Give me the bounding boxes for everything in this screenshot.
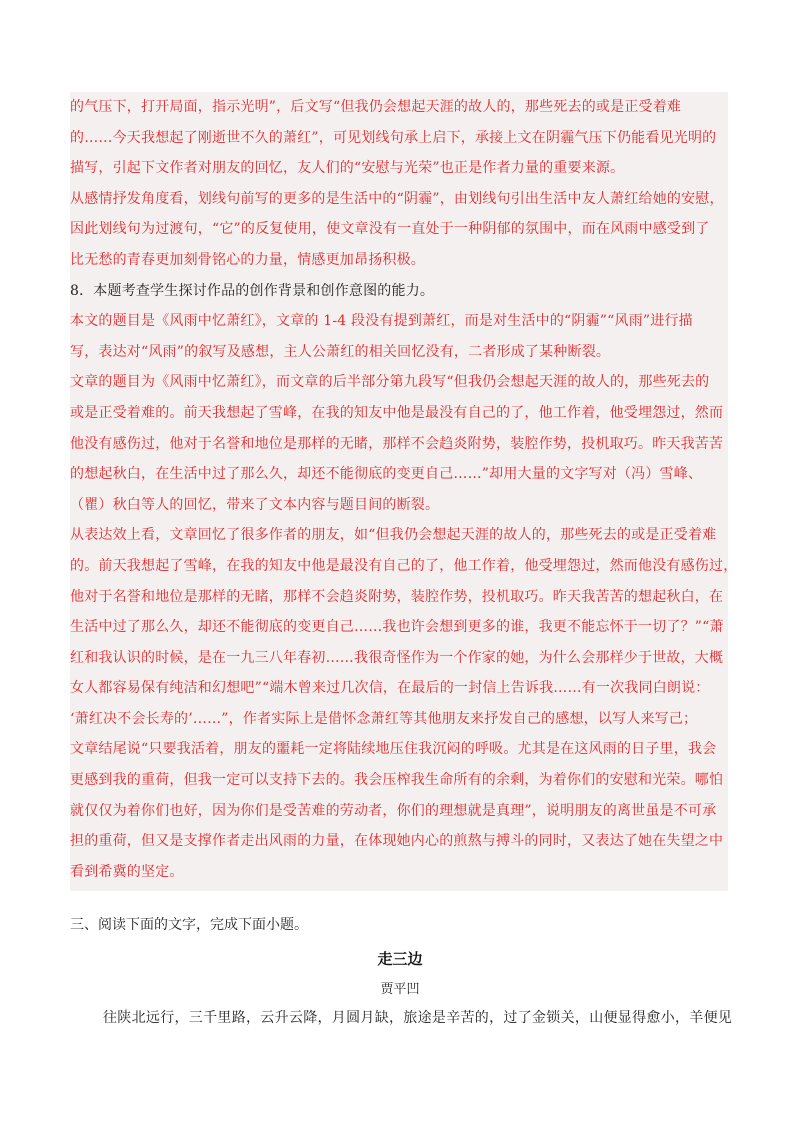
answer-line: 红和我认识的时候，是在一九三八年春初……我很奇怪作为一个作家的她，为什么会那样少于世故，大概 xyxy=(70,649,724,666)
answer-line: 从表达效上看，文章回忆了很多作者的朋友，如“但我仍会想起天涯的故人的，那些死去的或是正受着难 xyxy=(70,527,717,544)
article-paragraph: 往陕北远行，三千里路，云升云降，月圆月缺，旅途是辛苦的，过了金锁关，山便显得愈小，羊便见 xyxy=(103,1010,733,1026)
answer-line: 文章结尾说“只要我活着，朋友的噩耗一定将陆续地压住我沉闷的呼吸。尤其是在这风雨的日子里，我会 xyxy=(70,741,717,758)
answer-line: ‘萧红决不会长寿的’……”，作者实际上是借怀念萧红等其他朋友来抒发自己的感想，以写人来写己； xyxy=(70,710,698,727)
answer-line: 描写，引起下文作者对朋友的回忆，友人们的“安慰与光荣”也正是作者力量的重要来源。 xyxy=(70,160,625,177)
answer-line: 生活中过了那么久，却还不能彻底的变更自己……我也许会想到更多的谁，我更不能忘怀于一切了？”“萧 xyxy=(70,619,724,636)
answer-line: 看到希冀的坚定。 xyxy=(70,863,184,880)
answer-line: 比无愁的青春更加刻骨铭心的力量，情感更加昂扬积极。 xyxy=(70,251,425,268)
answer-line: 8．本题考查学生探讨作品的创作背景和创作意图的能力。 xyxy=(70,282,435,299)
answer-line: 担的重荷，但又是支撑作者走出风雨的力量，在体现她内心的煎熬与搏斗的同时，又表达了她在失望之中 xyxy=(70,833,724,850)
answer-line: 他没有感伤过，他对于名誉和地位是那样的无睹，那样不会趋炎附势，装腔作势，投机取巧。昨天我苦苦 xyxy=(70,435,724,452)
section-heading: 三、阅读下面的文字，完成下面小题。 xyxy=(70,917,308,933)
answer-line: 本文的题目是《风雨中忆萧红》，文章的 1-4 段没有提到萧红，而是对生活中的“阴霾”“风雨”进行描 xyxy=(70,313,693,330)
answer-explanation-block xyxy=(70,92,738,891)
answer-line: 从感情抒发角度看，划线句前写的更多的是生活中的“阴霾”，由划线句引出生活中友人萧红给她的安慰， xyxy=(70,190,724,207)
answer-line: 或是正受着难的。前天我想起了雪峰，在我的知友中他是最没有自己的了，他工作着，他受埋怨过，然而 xyxy=(70,404,724,421)
answer-line: 的……今天我想起了刚逝世不久的萧红”，可见划线句承上启下，承接上文在阴霾气压下仍能看见光明的 xyxy=(70,129,717,146)
answer-line: 文章的题目为《风雨中忆萧红》，而文章的后半部分第九段写“但我仍会想起天涯的故人的，那些死去的 xyxy=(70,374,710,391)
answer-line: 的气压下，打开局面，指示光明”，后文写“但我仍会想起天涯的故人的，那些死去的或是正受着难 xyxy=(70,99,682,115)
article-title: 走三边 xyxy=(377,950,423,968)
answer-line: 就仅仅为着你们也好，因为你们是受苦难的劳动者，你们的理想就是真理”，说明朋友的离世虽是不可承 xyxy=(70,802,717,819)
answer-line: （瞿）秋白等人的回忆，带来了文本内容与题目间的断裂。 xyxy=(70,496,440,513)
answer-line: 的想起秋白，在生活中过了那么久，却还不能彻底的变更自己……”却用大量的文字写对（冯）雪峰、 xyxy=(70,466,703,483)
answer-line: 他对于名誉和地位是那样的无睹，那样不会趋炎附势，装腔作势，投机取巧。昨天我苦苦的想起秋白，在 xyxy=(70,588,724,605)
answer-line: 因此划线句为过渡句，“它”的反复使用，使文章没有一直处于一种阴郁的氛围中，而在风雨中感受到了 xyxy=(70,221,710,238)
answer-line: 写，表达对“风雨”的叙写及感想，主人公萧红的相关回忆没有，二者形成了某种断裂。 xyxy=(70,343,611,360)
answer-line: 的。前天我想起了雪峰，在我的知友中他是最没有自己的了，他工作着，他受埋怨过，然而他没有感伤过， xyxy=(70,557,738,574)
answer-line: 更感到我的重荷，但我一定可以支持下去的。我会压榨我生命所有的余剩，为着你们的安慰和光荣。哪怕 xyxy=(70,772,724,789)
answer-line: 女人都容易保有纯洁和幻想吧”“端木曾来过几次信，在最后的一封信上告诉我……有一次我同白朗说： xyxy=(70,680,710,697)
article-author: 贾平凹 xyxy=(380,982,420,997)
